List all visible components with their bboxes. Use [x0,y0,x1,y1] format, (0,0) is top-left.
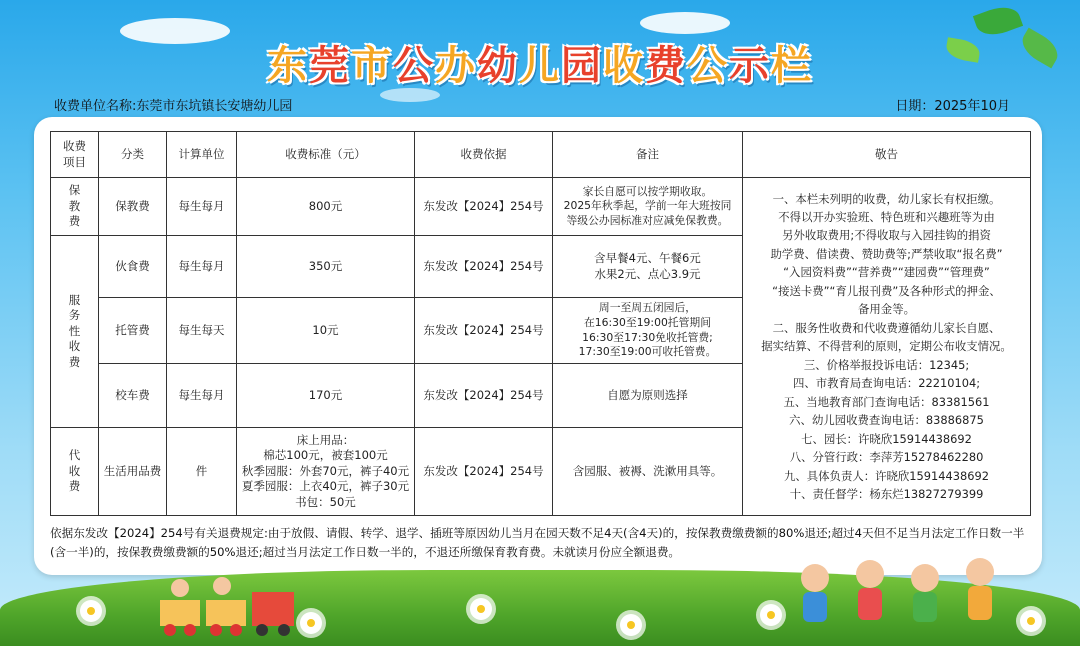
title-char: 莞 [309,43,351,89]
title-char: 儿 [519,43,561,89]
table-row [51,178,1031,236]
title-char: 示 [729,43,771,89]
title-char: 园 [561,43,603,89]
title-char: 公 [393,43,435,89]
flower-decoration [620,614,642,636]
cell-remark: 家长自愿可以按学期收取。 2025年秋季起，学前一年大班按同 等级公办园标准对应减免保教费。 [553,178,743,236]
group-agency-label: 代 收 费 [51,428,99,516]
col-header-remark: 备注 [553,132,743,178]
notice-line: “接送卡费”“育儿报刊费”及各种形式的押金、 [772,283,1001,298]
notice-line: 四、市教育局查询电话：22210104; [792,376,981,391]
cell-unit: 每生每天 [167,298,237,364]
cell-standard: 10元 [237,298,415,364]
cell-category: 校车费 [99,364,167,428]
cell-basis: 东发改【2024】254号 [415,298,553,364]
notice-line: 八、分管行政：李萍芳15278462280 [789,450,984,465]
cell-basis: 东发改【2024】254号 [415,364,553,428]
col-header-standard: 收费标准（元） [237,132,415,178]
notice-cell [743,178,1031,516]
flower-decoration [80,600,102,622]
cell-remark: 周一至周五闭园后， 在16:30至19:00托管期间 16:30至17:30免收托管费; 17:30至19:00可收托管费。 [553,298,743,364]
child-figure [856,560,884,620]
notice-line: 六、幼儿园收费查询电话：83886875 [789,413,984,428]
col-header-category: 分类 [99,132,167,178]
fee-unit-name: 收费单位名称:东莞市东坑镇长安塘幼儿园 [54,99,293,114]
notice-line: 不得以开办实验班、特色班和兴趣班等为由 [778,209,995,224]
group-service-label: 服 务 性 收 费 [51,236,99,428]
col-header-notice: 敬告 [743,132,1031,178]
notice-line: 据实结算、不得营利的原则，定期公布收支情况。 [761,339,1012,354]
flower-decoration [760,604,782,626]
cell-standard: 床上用品： 棉芯100元，被套100元 秋季园服：外套70元，裤子40元 夏季园服：上衣40元，裤子30元 书包：50元 [237,428,415,516]
cloud-decoration [640,12,730,34]
cell-unit: 每生每月 [167,236,237,298]
notice-line: 一、本栏未列明的收费，幼儿家长有权拒缴。 [772,191,1001,206]
cell-standard: 800元 [237,178,415,236]
cell-unit: 件 [167,428,237,516]
cell-remark: 含早餐4元、午餐6元 水果2元、点心3.9元 [553,236,743,298]
train-illustration [160,570,300,640]
notice-line: 九、具体负责人：许晓欣15914438692 [783,468,989,483]
title-char: 东 [267,43,309,89]
title-char: 收 [603,43,645,89]
cell-basis: 东发改【2024】254号 [415,178,553,236]
notice-line: 七、园长：许晓欣15914438692 [801,431,972,446]
col-header-basis: 收费依据 [415,132,553,178]
cell-basis: 东发改【2024】254号 [415,236,553,298]
cell-unit: 每生每月 [167,364,237,428]
title-char: 市 [351,43,393,89]
notice-line: 备用金等。 [858,302,915,317]
notice-line: 五、当地教育部门查询电话：83381561 [783,394,990,409]
cell-remark: 含园服、被褥、洗漱用具等。 [553,428,743,516]
cell-remark: 自愿为原则选择 [553,364,743,428]
flower-decoration [470,598,492,620]
child-figure [966,558,994,620]
cell-category: 托管费 [99,298,167,364]
cell-category: 伙食费 [99,236,167,298]
notice-line: “入园资料费”“营养费”“建园费”“管理费” [783,265,990,280]
title-char: 幼 [477,43,519,89]
notice-line: 三、价格举报投诉电话：12345; [803,357,970,372]
cell-unit: 每生每月 [167,178,237,236]
notice-line: 另外收取费用;不得收取与入园挂钩的捐资 [782,228,991,243]
table-header-row [51,132,1031,178]
fee-table [50,131,1031,516]
group-education-label: 保 教 费 [51,178,99,236]
refund-policy-note: 依据东发改【2024】254号有关退费规定:由于放假、请假、转学、退学、插班等原因幼儿当月在园天数不足4天(含4天)的，按保教费缴费额的80%退还;超过4天但不足当月法定工作日数一半(含一半)的，按保教费缴费额的50%退还;超过当月法定工作日数一半的，不退还所缴保育教育费。未就读月份应全额退费。 [50,526,1025,559]
title-char: 费 [645,43,687,89]
notice-date: 日期：2025年10月 [895,99,1010,114]
title-char: 栏 [771,43,813,89]
title-char: 办 [435,43,477,89]
children-illustration [790,556,1020,644]
notice-line: 助学费、借读费、赞助费等;严禁收取“报名费” [770,246,1003,261]
cell-basis: 东发改【2024】254号 [415,428,553,516]
flower-decoration [1020,610,1042,632]
col-header-unit: 计算单位 [167,132,237,178]
page-title [0,34,1080,91]
cell-standard: 170元 [237,364,415,428]
cell-category: 保教费 [99,178,167,236]
col-header-item: 收费 项目 [51,132,99,178]
child-figure [801,564,829,622]
notice-line: 十、责任督学：杨东烂13827279399 [789,487,984,502]
cell-standard: 350元 [237,236,415,298]
title-char: 公 [687,43,729,89]
flower-decoration [300,612,322,634]
notice-line: 二、服务性收费和代收费遵循幼儿家长自愿、 [772,320,1001,335]
child-figure [911,564,939,622]
cell-category: 生活用品费 [99,428,167,516]
